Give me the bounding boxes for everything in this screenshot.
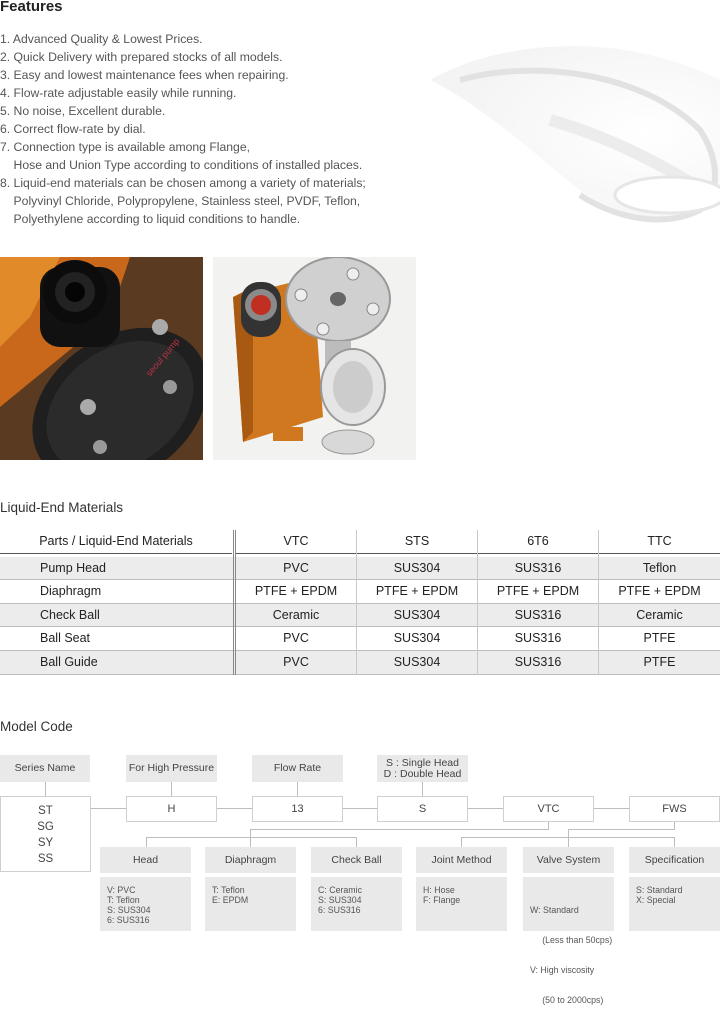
- decorative-swirl: [420, 20, 720, 250]
- option-item: E: EPDM: [212, 895, 249, 905]
- table-header-cell: VTC: [283, 534, 309, 548]
- table-divider: [0, 674, 720, 675]
- diaphragm-options: [205, 877, 296, 931]
- connector-line: [297, 782, 298, 796]
- option-item: V: PVC: [107, 885, 136, 895]
- feature-item: 2. Quick Delivery with prepared stocks of all models.: [0, 50, 283, 64]
- table-divider: [236, 553, 720, 554]
- table-cell: SUS304: [393, 561, 441, 575]
- table-divider: [356, 530, 357, 675]
- series-item: SG: [37, 821, 54, 833]
- connector-line: [343, 808, 377, 809]
- table-row: [0, 627, 720, 650]
- features-title: Features: [0, 0, 63, 15]
- feature-item: 6. Correct flow-rate by dial.: [0, 122, 146, 136]
- connector-line: [250, 829, 549, 830]
- table-header-cell: TTC: [647, 534, 672, 548]
- table-divider: [477, 530, 478, 675]
- table-divider: [0, 553, 232, 554]
- group-check-ball: Check Ball: [311, 847, 402, 873]
- option-item: (Less than 50cps): [530, 935, 613, 945]
- group-head: Head: [100, 847, 191, 873]
- feature-item: 1. Advanced Quality & Lowest Prices.: [0, 32, 203, 46]
- series-item: SY: [37, 837, 54, 849]
- table-divider: [233, 530, 234, 675]
- connector-line: [250, 837, 251, 847]
- group-specification: Specification: [629, 847, 720, 873]
- table-cell-part: Diaphragm: [40, 584, 102, 598]
- table-divider: [0, 626, 720, 627]
- series-box: [0, 796, 91, 872]
- table-cell: Ceramic: [272, 608, 320, 622]
- table-header-cell: Parts / Liquid-End Materials: [39, 534, 193, 548]
- feature-item: Polyvinyl Chloride, Polypropylene, Stainless steel, PVDF, Teflon,: [0, 194, 361, 208]
- option-item: T: Teflon: [107, 895, 140, 905]
- connector-line: [422, 782, 423, 796]
- table-cell-part: Check Ball: [40, 608, 100, 622]
- option-item: S: SUS304: [318, 895, 362, 905]
- connector-line: [548, 822, 549, 829]
- table-cell: PTFE + EPDM: [618, 584, 701, 598]
- table-row: [0, 580, 720, 603]
- table-cell: SUS316: [514, 608, 562, 622]
- option-item: S: Standard: [636, 885, 683, 895]
- group-diaphragm: Diaphragm: [205, 847, 296, 873]
- option-item: (50 to 2000cps): [530, 995, 604, 1005]
- svg-text:seoul pump: seoul pump: [143, 336, 182, 379]
- table-row: [0, 604, 720, 627]
- feature-item: Polyethylene according to liquid conditions to handle.: [0, 212, 301, 226]
- connector-line: [594, 808, 629, 809]
- table-cell: PTFE + EPDM: [254, 584, 338, 598]
- specification-options: [629, 877, 720, 931]
- label-high-pressure: For High Pressure: [126, 755, 217, 782]
- connector-line: [91, 808, 126, 809]
- table-cell: PVC: [283, 561, 309, 575]
- table-divider: [0, 603, 720, 604]
- table-cell: Ceramic: [636, 608, 683, 622]
- table-cell-part: Ball Seat: [40, 631, 91, 645]
- check-ball-options: [311, 877, 402, 931]
- feature-item: 4. Flow-rate adjustable easily while running.: [0, 86, 237, 100]
- feature-item: Hose and Union Type according to conditions of installed places.: [0, 158, 363, 172]
- label-head-single: S : Single Head: [386, 757, 459, 769]
- option-item: S: SUS304: [107, 905, 151, 915]
- group-joint-method: Joint Method: [416, 847, 507, 873]
- code-box-vtc: VTC: [503, 796, 594, 822]
- option-item: 6: SUS316: [318, 905, 361, 915]
- table-cell: SUS316: [514, 561, 562, 575]
- table-cell: PTFE: [643, 655, 676, 669]
- connector-line: [356, 837, 357, 847]
- valve-system-options: [523, 877, 614, 1005]
- option-item: F: Flange: [423, 895, 461, 905]
- group-valve-system: Valve System: [523, 847, 614, 873]
- table-cell: PTFE + EPDM: [496, 584, 580, 598]
- connector-line: [217, 808, 252, 809]
- label-series-name: Series Name: [0, 755, 90, 782]
- option-item: W: Standard: [530, 905, 579, 915]
- table-cell-part: Pump Head: [40, 561, 107, 575]
- code-box-fws: FWS: [629, 796, 720, 822]
- label-flow-rate: Flow Rate: [252, 755, 343, 782]
- label-head-double: D : Double Head: [383, 768, 462, 780]
- joint-method-options: [416, 877, 507, 931]
- materials-title: Liquid-End Materials: [0, 500, 124, 515]
- features-list: [0, 30, 366, 228]
- connector-line: [568, 829, 675, 830]
- table-row: [0, 651, 720, 674]
- table-header-cell: STS: [404, 534, 430, 548]
- option-item: 6: SUS316: [107, 915, 150, 925]
- option-item: V: High viscosity: [530, 965, 595, 975]
- table-header-row: [0, 530, 720, 553]
- table-divider: [598, 530, 599, 675]
- series-item: ST: [38, 805, 53, 817]
- table-cell: PVC: [283, 655, 309, 669]
- feature-item: 5. No noise, Excellent durable.: [0, 104, 166, 118]
- connector-line: [674, 837, 675, 847]
- option-item: X: Special: [636, 895, 676, 905]
- connector-line: [171, 782, 172, 796]
- connector-line: [568, 829, 569, 847]
- option-item: T: Teflon: [212, 885, 245, 895]
- table-divider: [0, 650, 720, 651]
- feature-item: 3. Easy and lowest maintenance fees when repairing.: [0, 68, 289, 82]
- table-cell: PTFE: [643, 631, 676, 645]
- model-code-title: Model Code: [0, 719, 73, 734]
- connector-line: [468, 808, 503, 809]
- connector-line: [461, 837, 675, 838]
- table-cell: SUS316: [514, 631, 562, 645]
- option-item: C: Ceramic: [318, 885, 362, 895]
- pump-closeup-photo: [0, 257, 203, 460]
- connector-line: [461, 837, 462, 847]
- series-item: SS: [37, 853, 54, 865]
- connector-line: [146, 837, 147, 847]
- code-box-flow: 13: [252, 796, 343, 822]
- table-cell: PVC: [283, 631, 309, 645]
- connector-line: [250, 829, 251, 837]
- pump-flange-photo: [213, 257, 416, 460]
- feature-item: 8. Liquid-end materials can be chosen among a variety of materials;: [0, 176, 366, 190]
- option-item: H: Hose: [423, 885, 455, 895]
- table-row: [0, 557, 720, 580]
- head-options: [100, 877, 191, 931]
- table-cell: SUS304: [393, 631, 441, 645]
- code-box-h: H: [126, 796, 217, 822]
- table-cell: PTFE + EPDM: [375, 584, 459, 598]
- table-divider: [235, 530, 236, 675]
- table-header-cell: 6T6: [527, 534, 549, 548]
- code-box-head: S: [377, 796, 468, 822]
- table-cell: SUS304: [393, 608, 441, 622]
- connector-line: [674, 822, 675, 829]
- table-cell: SUS316: [514, 655, 562, 669]
- table-cell: SUS304: [393, 655, 441, 669]
- connector-line: [45, 782, 46, 796]
- table-divider: [0, 579, 720, 580]
- table-cell-part: Ball Guide: [40, 655, 98, 669]
- table-cell: Teflon: [642, 561, 677, 575]
- label-head-type: [377, 755, 468, 782]
- connector-line: [146, 837, 357, 838]
- feature-item: 7. Connection type is available among Flange,: [0, 140, 250, 154]
